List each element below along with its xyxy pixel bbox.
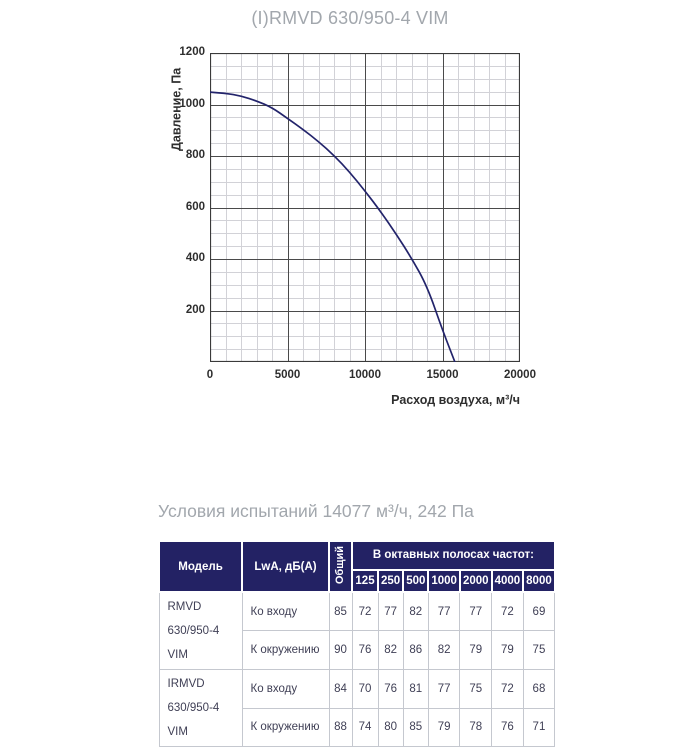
header-total bbox=[329, 541, 352, 592]
header-freq-500: 500 bbox=[403, 570, 428, 592]
header-freq-250: 250 bbox=[378, 570, 403, 592]
table-row bbox=[159, 592, 555, 631]
header-model: Модель bbox=[159, 541, 242, 592]
cell-2000: 79 bbox=[460, 631, 492, 670]
header-freq-4000: 4000 bbox=[492, 570, 524, 592]
chart-title: (I)RMVD 630/950-4 VIM bbox=[251, 8, 449, 28]
cell-4000: 79 bbox=[492, 631, 524, 670]
x-tick-label: 0 bbox=[206, 369, 214, 381]
cell-1000: 79 bbox=[428, 708, 460, 747]
y-tick-label: 1000 bbox=[179, 97, 205, 110]
header-freq-8000: 8000 bbox=[523, 570, 555, 592]
cell-total: 84 bbox=[329, 670, 352, 709]
row-label: Ко входу bbox=[242, 592, 329, 631]
cell-8000: 68 bbox=[523, 670, 555, 709]
cell-125: 70 bbox=[352, 670, 378, 709]
x-tick-label: 10000 bbox=[349, 369, 381, 381]
model-line2: 630/950-4 VIM bbox=[167, 702, 220, 739]
row-label: К окружению bbox=[242, 631, 329, 670]
cell-8000: 69 bbox=[523, 592, 555, 631]
cell-total: 90 bbox=[329, 631, 352, 670]
cell-250: 80 bbox=[378, 708, 403, 747]
cell-2000: 75 bbox=[460, 670, 492, 709]
x-tick-label: 20000 bbox=[504, 369, 536, 381]
y-axis-label: Давление, Па bbox=[169, 67, 184, 151]
fan-curve bbox=[210, 92, 455, 362]
cell-250: 82 bbox=[378, 631, 403, 670]
cell-500: 85 bbox=[403, 708, 428, 747]
model-line1: IRMVD bbox=[167, 678, 205, 691]
x-axis-label: Расход воздуха, м³/ч bbox=[391, 393, 520, 407]
header-freq-1000: 1000 bbox=[428, 570, 460, 592]
model-name-rmvd bbox=[159, 592, 242, 670]
y-tick-label: 400 bbox=[185, 252, 205, 264]
row-label: К окружению bbox=[242, 708, 329, 747]
chart-plot bbox=[210, 53, 520, 362]
y-tick-label: 1200 bbox=[179, 46, 205, 58]
cell-125: 76 bbox=[352, 631, 378, 670]
y-tick-label: 600 bbox=[185, 200, 205, 213]
table-row bbox=[159, 670, 555, 709]
x-tick-label: 15000 bbox=[426, 369, 459, 381]
header-total-label: Общий bbox=[334, 546, 346, 585]
cell-250: 77 bbox=[378, 592, 403, 631]
header-freq-125: 125 bbox=[352, 570, 378, 592]
y-tick-label: 200 bbox=[185, 303, 205, 316]
cell-1000: 77 bbox=[428, 592, 460, 631]
cell-500: 86 bbox=[403, 631, 428, 670]
cell-4000: 72 bbox=[492, 592, 524, 631]
header-lwa: LwA, дБ(A) bbox=[242, 541, 329, 592]
cell-total: 88 bbox=[329, 708, 352, 747]
model-line1: RMVD bbox=[167, 601, 202, 614]
x-tick-label: 5000 bbox=[274, 369, 301, 381]
noise-table bbox=[158, 540, 556, 747]
cell-8000: 71 bbox=[523, 708, 555, 747]
cell-2000: 77 bbox=[460, 592, 492, 631]
cell-2000: 78 bbox=[460, 708, 492, 747]
model-line2: 630/950-4 VIM bbox=[167, 625, 220, 662]
row-label: Ко входу bbox=[242, 670, 329, 709]
model-name-irmvd bbox=[159, 670, 242, 747]
cell-8000: 75 bbox=[523, 631, 555, 670]
cell-125: 72 bbox=[352, 592, 378, 631]
y-tick-label: 800 bbox=[185, 149, 205, 161]
cell-250: 76 bbox=[378, 670, 403, 709]
cell-4000: 76 bbox=[492, 708, 524, 747]
cell-total: 85 bbox=[329, 592, 352, 631]
cell-4000: 72 bbox=[492, 670, 524, 709]
header-freq-2000: 2000 bbox=[460, 570, 492, 592]
cell-500: 82 bbox=[403, 592, 428, 631]
noise-table-wrap bbox=[158, 540, 556, 747]
header-octave-bands: В октавных полосах частот: bbox=[352, 541, 555, 570]
cell-1000: 77 bbox=[428, 670, 460, 709]
cell-125: 74 bbox=[352, 708, 378, 747]
cell-500: 81 bbox=[403, 670, 428, 709]
test-conditions-text: Условия испытаний 14077 м³/ч, 242 Па bbox=[158, 501, 474, 521]
cell-1000: 82 bbox=[428, 631, 460, 670]
